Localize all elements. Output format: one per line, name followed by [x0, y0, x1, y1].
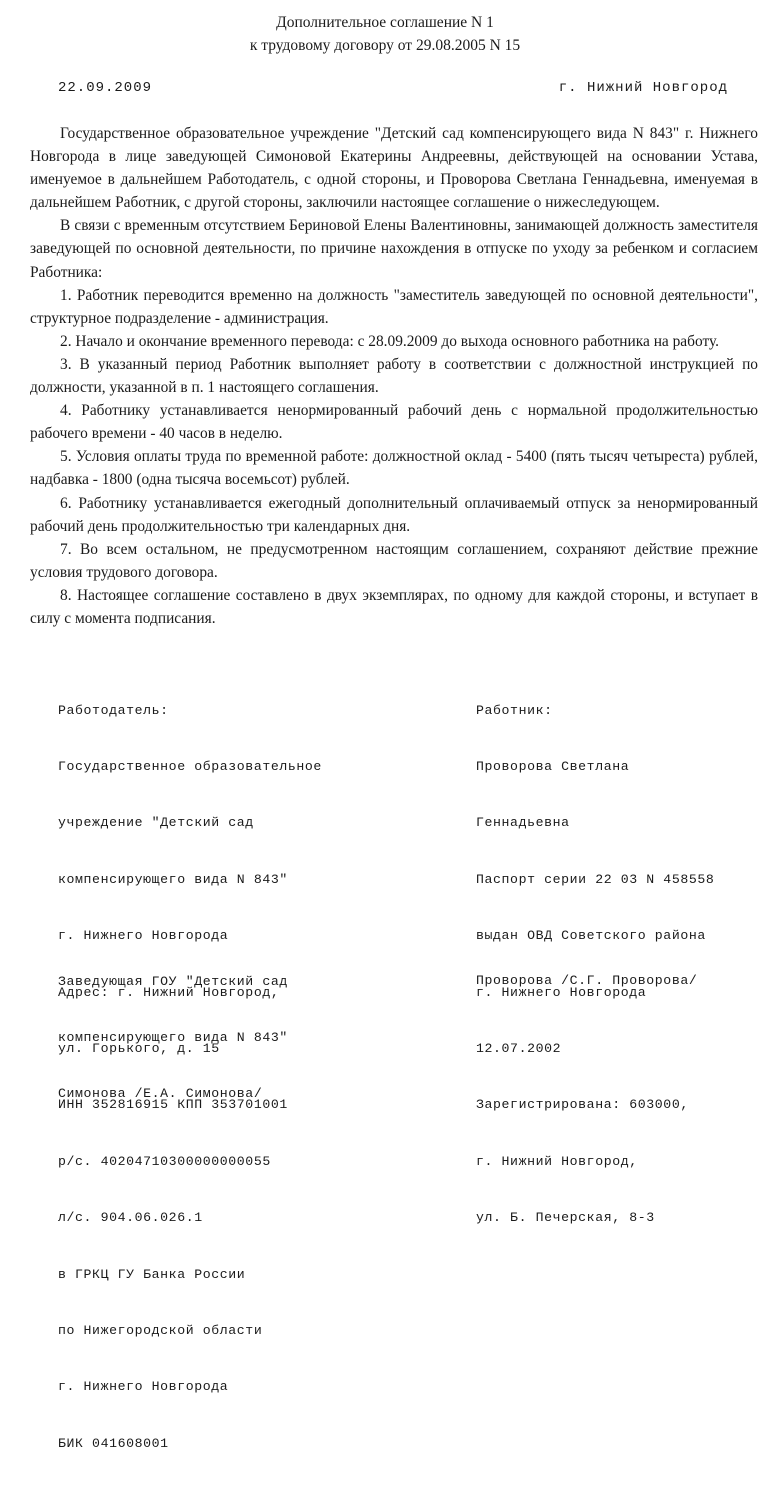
employee-line: Зарегистрирована: 603000,	[476, 1097, 689, 1113]
employee-line: г. Нижнего Новгорода	[476, 984, 647, 1000]
employee-line: выдан ОВД Советского района	[476, 928, 706, 944]
clause-1: 1. Работник переводится временно на должность "заместитель заведующей по основной деятельности", структурное подразделение - администрация.	[30, 286, 758, 327]
employee-heading: Работник:	[476, 702, 553, 718]
document-subtitle: к трудовому договору от 29.08.2005 N 15	[249, 37, 521, 54]
document-city: г. Нижний Новгород	[558, 80, 728, 96]
employer-line: ИНН 352816915 КПП 353701001	[58, 1097, 288, 1113]
head-signature-line: компенсирующего вида N 843"	[58, 1029, 288, 1045]
employer-line: БИК 041608001	[58, 1435, 169, 1451]
document-date: 22.09.2009	[58, 80, 153, 96]
head-signature-block	[58, 935, 288, 1142]
agreement-body	[30, 122, 758, 630]
employee-line: ул. Б. Печерская, 8-3	[476, 1210, 655, 1226]
employee-line: 12.07.2002	[476, 1040, 562, 1056]
employer-line: учреждение "Детский сад	[58, 815, 254, 831]
employee-line: г. Нижний Новгород,	[476, 1153, 638, 1169]
employer-line: компенсирующего вида N 843"	[58, 871, 288, 887]
employee-line: Паспорт серии 22 03 N 458558	[476, 871, 715, 887]
employer-heading: Работодатель:	[58, 702, 169, 718]
clause-7: 7. Во всем остальном, не предусмотренном настоящим соглашением, сохраняют действие прежние условия трудового договора.	[30, 540, 758, 581]
employee-line: Геннадьевна	[476, 815, 570, 831]
employee-details	[476, 664, 714, 1266]
employee-signature: Проворова /С.Г. Проворова/	[476, 973, 698, 988]
clause-2: 2. Начало и окончание временного перевода: с 28.09.2009 до выхода основного работника на работу.	[60, 332, 719, 350]
employee-line: Проворова Светлана	[476, 758, 630, 774]
employer-line: ул. Горького, д. 15	[58, 1040, 220, 1056]
employer-line: г. Нижнего Новгорода	[58, 1379, 229, 1395]
employer-line: Государственное образовательное	[58, 758, 322, 774]
employer-line: в ГРКЦ ГУ Банка России	[58, 1266, 246, 1282]
clause-5: 5. Условия оплаты труда по временной работе: должностной оклад - 5400 (пять тысяч четыреста) рублей, надбавка - 1800 (одна тысяча восемьсот) рублей.	[30, 448, 758, 489]
paragraph-preamble: Государственное образовательное учреждение "Детский сад компенсирующего вида N 843" г. Нижнего Новгорода в лице заведующей Симоновой Екатерины Андреевны, действующей на основании Устава, именуемое в дальнейшем Работодатель, с одной стороны, и Проворова Светлана Геннадьевна, именуемая в дальнейшем Работник, с другой стороны, заключили настоящее соглашение о нижеследующем.	[30, 125, 758, 212]
clause-8: 8. Настоящее соглашение составлено в двух экземплярах, по одному для каждой стороны, и вступает в силу с момента подписания.	[30, 586, 758, 627]
employer-line: г. Нижнего Новгорода	[58, 928, 229, 944]
employer-line: р/с. 40204710300000000055	[58, 1153, 271, 1169]
employer-line: по Нижегородской области	[58, 1322, 263, 1338]
head-signature-name: Симонова /Е.А. Симонова/	[58, 1086, 263, 1102]
clause-4: 4. Работнику устанавливается ненормированный рабочий день с нормальной продолжительностью рабочего времени - 40 часов в неделю.	[30, 402, 758, 443]
document-title: Дополнительное соглашение N 1	[276, 14, 494, 31]
clause-3: 3. В указанный период Работник выполняет работу в соответствии с должностной инструкцией по должности, указанной в п. 1 настоящего соглашения.	[30, 355, 758, 397]
employer-line: Адрес: г. Нижний Новгород,	[58, 984, 280, 1000]
clause-6: 6. Работнику устанавливается ежегодный дополнительный оплачиваемый отпуск за ненормированный рабочий день продолжительностью три календарных дня.	[30, 494, 758, 535]
head-signature-line: Заведующая ГОУ "Детский сад	[58, 973, 288, 989]
employer-line: л/с. 904.06.026.1	[58, 1210, 203, 1226]
paragraph-reason: В связи с временным отсутствием Бериновой Елены Валентиновны, занимающей должность заместителя заведующей по основной деятельности, по причине нахождения в отпуске по уходу за ребенком и согласием Работника:	[30, 217, 758, 281]
